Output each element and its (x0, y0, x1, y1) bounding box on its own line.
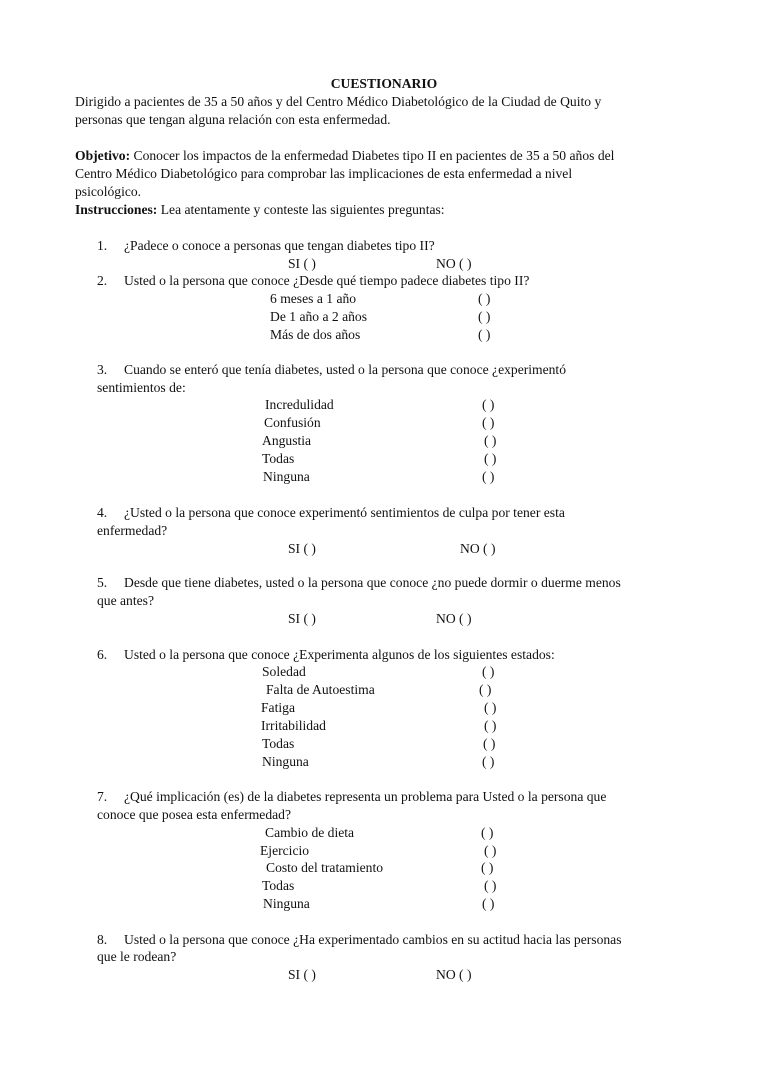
question-text: ¿Padece o conoce a personas que tengan diabetes tipo II? (124, 238, 435, 253)
option-label: Incredulidad (265, 397, 334, 412)
option-label: Ninguna (263, 896, 310, 911)
option-checkbox[interactable]: ( ) (478, 309, 491, 324)
question-number: 6. (97, 647, 108, 662)
question-text: Usted o la persona que conoce ¿Ha experimentado cambios en su actitud hacia las personas (124, 932, 622, 947)
option-label: Ejercicio (260, 843, 310, 858)
question-text: sentimientos de: (97, 380, 186, 395)
option-label: Ninguna (262, 754, 309, 769)
option-label: Angustia (262, 433, 312, 448)
option-label: Más de dos años (270, 327, 361, 342)
question-text: ¿Usted o la persona que conoce experimentó sentimientos de culpa por tener esta (124, 505, 565, 520)
option-checkbox[interactable]: ( ) (478, 327, 491, 342)
question-number: 2. (97, 273, 108, 288)
question-text: que antes? (97, 593, 154, 608)
option-label: Falta de Autoestima (266, 682, 375, 697)
objetivo-line: Centro Médico Diabetológico para comprobar las implicaciones de esta enfermedad a nivel (75, 166, 573, 181)
question-number: 4. (97, 505, 108, 520)
option-checkbox[interactable]: ( ) (482, 469, 495, 484)
answer-si[interactable]: SI ( ) (288, 967, 316, 982)
option-label: Todas (262, 878, 295, 893)
answer-no[interactable]: NO ( ) (436, 967, 472, 982)
question-text: Usted o la persona que conoce ¿Desde qué tiempo padece diabetes tipo II? (124, 273, 530, 288)
option-label: Fatiga (261, 700, 295, 715)
question-text: Desde que tiene diabetes, usted o la persona que conoce ¿no puede dormir o duerme menos (124, 575, 621, 590)
question-number: 1. (97, 238, 108, 253)
option-checkbox[interactable]: ( ) (482, 896, 495, 911)
instrucciones-text: Lea atentamente y conteste las siguientes preguntas: (157, 202, 445, 217)
option-checkbox[interactable]: ( ) (483, 736, 496, 751)
objetivo-line (75, 147, 614, 165)
option-label: 6 meses a 1 año (270, 291, 357, 306)
answer-si[interactable]: SI ( ) (288, 541, 316, 556)
option-checkbox[interactable]: ( ) (482, 415, 495, 430)
question-text: ¿Qué implicación (es) de la diabetes representa un problema para Usted o la persona que (124, 789, 607, 804)
objetivo-line: psicológico. (75, 184, 142, 199)
question-text: Usted o la persona que conoce ¿Experimenta algunos de los siguientes estados: (124, 647, 555, 662)
option-label: De 1 año a 2 años (270, 309, 368, 324)
objetivo-text: Conocer los impactos de la enfermedad Diabetes tipo II en pacientes de 35 a 50 años del (130, 148, 615, 163)
question-number: 5. (97, 575, 108, 590)
question-number: 8. (97, 932, 108, 947)
option-label: Confusión (264, 415, 321, 430)
intro-line: Dirigido a pacientes de 35 a 50 años y del Centro Médico Diabetológico de la Ciudad de Quito y (75, 94, 602, 109)
option-label: Costo del tratamiento (266, 860, 384, 875)
option-checkbox[interactable]: ( ) (484, 878, 497, 893)
option-checkbox[interactable]: ( ) (481, 860, 494, 875)
option-label: Todas (262, 451, 295, 466)
option-label: Ninguna (263, 469, 310, 484)
option-label: Todas (262, 736, 295, 751)
option-label: Soledad (262, 664, 306, 679)
option-checkbox[interactable]: ( ) (484, 718, 497, 733)
option-label: Cambio de dieta (265, 825, 355, 840)
option-checkbox[interactable]: ( ) (481, 825, 494, 840)
answer-no[interactable]: NO ( ) (436, 611, 472, 626)
question-text: Cuando se enteró que tenía diabetes, usted o la persona que conoce ¿experimentó (124, 362, 567, 377)
question-number: 7. (97, 789, 108, 804)
answer-no[interactable]: NO ( ) (436, 256, 472, 271)
objetivo-label: Objetivo: (75, 148, 131, 163)
option-checkbox[interactable]: ( ) (478, 291, 491, 306)
option-checkbox[interactable]: ( ) (484, 700, 497, 715)
question-text: enfermedad? (97, 523, 168, 538)
option-checkbox[interactable]: ( ) (484, 433, 497, 448)
option-checkbox[interactable]: ( ) (482, 397, 495, 412)
question-text: que le rodean? (97, 949, 177, 964)
option-checkbox[interactable]: ( ) (479, 682, 492, 697)
answer-si[interactable]: SI ( ) (288, 256, 316, 271)
instrucciones-label: Instrucciones: (75, 202, 158, 217)
question-text: conoce que posea esta enfermedad? (97, 807, 291, 822)
intro-line: personas que tengan alguna relación con esta enfermedad. (75, 112, 391, 127)
option-label: Irritabilidad (261, 718, 326, 733)
option-checkbox[interactable]: ( ) (482, 754, 495, 769)
answer-si[interactable]: SI ( ) (288, 611, 316, 626)
page-title: CUESTIONARIO (330, 76, 438, 91)
option-checkbox[interactable]: ( ) (484, 451, 497, 466)
option-checkbox[interactable]: ( ) (482, 664, 495, 679)
instrucciones-line (75, 201, 445, 219)
answer-no[interactable]: NO ( ) (460, 541, 496, 556)
option-checkbox[interactable]: ( ) (484, 843, 497, 858)
question-number: 3. (97, 362, 108, 377)
